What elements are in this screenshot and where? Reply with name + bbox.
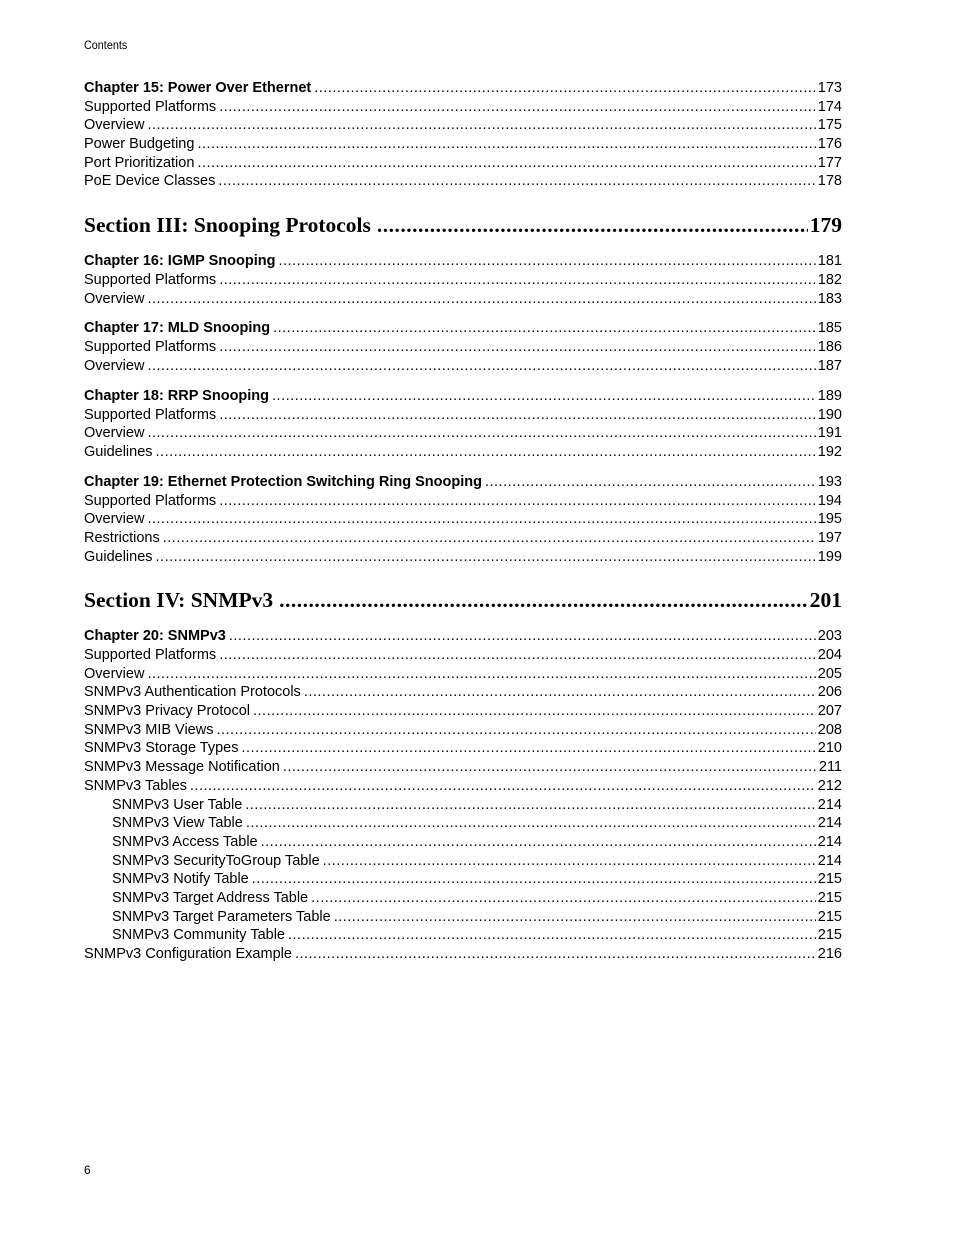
toc-page-number: 183	[817, 290, 842, 307]
toc-page-number: 208	[817, 721, 842, 738]
toc-title: Supported Platforms	[84, 98, 217, 115]
dot-leader	[197, 154, 815, 173]
dot-leader	[485, 473, 816, 492]
toc-page-number: 207	[817, 703, 842, 720]
dot-leader	[273, 319, 816, 338]
toc-title: Overview	[84, 665, 145, 682]
dot-leader	[219, 271, 816, 290]
dot-leader	[314, 79, 816, 98]
toc-page-number: 191	[817, 425, 842, 442]
toc-entry[interactable]	[84, 116, 842, 135]
toc-page-number: 197	[817, 529, 842, 546]
toc-page-number: 178	[817, 173, 842, 190]
dot-leader	[147, 357, 815, 376]
dot-leader	[219, 406, 816, 425]
toc-page-number: 185	[817, 320, 842, 337]
toc-page-number: 214	[817, 796, 842, 813]
dot-leader	[278, 252, 815, 271]
toc-page-number: 212	[817, 777, 842, 794]
toc-entry[interactable]	[84, 338, 842, 357]
toc-page-number: 215	[817, 871, 842, 888]
toc-title: SNMPv3 MIB Views	[84, 721, 214, 738]
toc-entry[interactable]	[84, 510, 842, 529]
dot-leader	[288, 926, 816, 945]
toc-title: SNMPv3 Configuration Example	[84, 946, 292, 963]
toc-page-number: 177	[817, 154, 842, 171]
dot-leader	[147, 665, 815, 684]
toc-subentry[interactable]	[84, 833, 842, 852]
toc-title: Section IV: SNMPv3	[84, 588, 274, 613]
toc-page-number: 186	[817, 339, 842, 356]
toc-page-number: 215	[817, 889, 842, 906]
toc-title: Supported Platforms	[84, 647, 217, 664]
dot-leader	[279, 585, 808, 615]
page-number: 6	[84, 1163, 91, 1177]
toc-subentry[interactable]	[84, 908, 842, 927]
toc-subentry[interactable]	[84, 852, 842, 871]
dot-leader	[334, 908, 816, 927]
toc-entry[interactable]	[84, 172, 842, 191]
toc-entry[interactable]	[84, 758, 842, 777]
toc-entry[interactable]	[84, 424, 842, 443]
toc-title: Chapter 17: MLD Snooping	[84, 320, 271, 337]
toc-entry[interactable]	[84, 702, 842, 721]
toc-page-number: 175	[817, 117, 842, 134]
toc-title: Overview	[84, 290, 145, 307]
toc-entry[interactable]	[84, 135, 842, 154]
dot-leader	[219, 98, 816, 117]
toc-title: Guidelines	[84, 548, 153, 565]
toc-title: Overview	[84, 357, 145, 374]
toc-entry[interactable]	[84, 492, 842, 511]
toc-entry[interactable]	[84, 548, 842, 567]
toc-entry[interactable]	[84, 683, 842, 702]
toc-chapter-entry[interactable]	[84, 473, 842, 492]
toc-title: SNMPv3 User Table	[112, 796, 243, 813]
toc-title: Chapter 20: SNMPv3	[84, 628, 226, 645]
toc-title: SNMPv3 Message Notification	[84, 759, 280, 776]
toc-entry[interactable]	[84, 406, 842, 425]
toc-page-number: 176	[817, 136, 842, 153]
toc-page-number: 195	[817, 511, 842, 528]
dot-leader	[216, 721, 815, 740]
toc-title: Guidelines	[84, 443, 153, 460]
toc-title: Chapter 19: Ethernet Protection Switching Ring Snooping	[84, 473, 482, 490]
dot-leader	[163, 529, 816, 548]
toc-title: Supported Platforms	[84, 271, 217, 288]
toc-section-heading[interactable]	[84, 210, 842, 240]
toc-title: Supported Platforms	[84, 492, 217, 509]
toc-title: Port Prioritization	[84, 154, 195, 171]
dot-leader	[156, 443, 816, 462]
dot-leader	[147, 424, 815, 443]
toc-entry[interactable]	[84, 357, 842, 376]
toc-subentry[interactable]	[84, 814, 842, 833]
toc-page-number: 187	[817, 357, 842, 374]
toc-page-number: 211	[818, 759, 842, 776]
toc-page-number: 182	[817, 271, 842, 288]
toc-page-number: 179	[809, 213, 842, 238]
toc-title: SNMPv3 Community Table	[112, 927, 285, 944]
toc-title: PoE Device Classes	[84, 173, 216, 190]
toc-page-number: 215	[817, 927, 842, 944]
toc-page-number: 194	[817, 492, 842, 509]
toc-entry[interactable]	[84, 739, 842, 758]
running-header: Contents	[84, 38, 128, 52]
dot-leader	[190, 777, 816, 796]
toc-title: SNMPv3 Access Table	[112, 833, 258, 850]
toc-title: SNMPv3 Notify Table	[112, 871, 249, 888]
toc-entry[interactable]	[84, 646, 842, 665]
toc-page-number: 214	[817, 815, 842, 832]
toc-entry[interactable]	[84, 443, 842, 462]
dot-leader	[197, 135, 815, 154]
toc-title: Overview	[84, 511, 145, 528]
dot-leader	[295, 945, 816, 964]
toc-chapter-entry[interactable]	[84, 79, 842, 98]
toc-page-number: 192	[817, 443, 842, 460]
toc-page-number: 199	[817, 548, 842, 565]
toc-entry[interactable]	[84, 154, 842, 173]
dot-leader	[147, 510, 815, 529]
toc-page-number: 174	[817, 98, 842, 115]
dot-leader	[219, 338, 816, 357]
toc-page-number: 205	[817, 665, 842, 682]
spacer	[84, 376, 842, 387]
toc-page-number: 210	[817, 740, 842, 757]
toc-subentry[interactable]	[84, 926, 842, 945]
dot-leader	[147, 116, 815, 135]
toc-title: Supported Platforms	[84, 406, 217, 423]
spacer	[84, 308, 842, 319]
toc-entry[interactable]	[84, 271, 842, 290]
toc-title: Overview	[84, 117, 145, 134]
toc-entry[interactable]	[84, 945, 842, 964]
toc-title: SNMPv3 SecurityToGroup Table	[112, 852, 320, 869]
dot-leader	[147, 290, 815, 309]
dot-leader	[253, 702, 816, 721]
toc-entry[interactable]	[84, 290, 842, 309]
toc-page-number: 189	[817, 387, 842, 404]
toc-entry[interactable]	[84, 777, 842, 796]
spacer	[84, 240, 842, 252]
dot-leader	[252, 870, 816, 889]
toc-title: SNMPv3 View Table	[112, 815, 243, 832]
toc-title: Chapter 18: RRP Snooping	[84, 387, 270, 404]
toc-page-number: 215	[817, 908, 842, 925]
toc-title: SNMPv3 Authentication Protocols	[84, 684, 301, 701]
toc-chapter-entry[interactable]	[84, 387, 842, 406]
dot-leader	[218, 172, 815, 191]
toc-title: SNMPv3 Storage Types	[84, 740, 239, 757]
toc-title: Section III: Snooping Protocols	[84, 213, 371, 238]
toc-subentry[interactable]	[84, 870, 842, 889]
dot-leader	[246, 814, 816, 833]
toc-page-number: 173	[817, 80, 842, 96]
toc-title: Restrictions	[84, 529, 160, 546]
dot-leader	[272, 387, 816, 406]
toc-title: SNMPv3 Tables	[84, 777, 187, 794]
spacer	[84, 191, 842, 210]
toc-entry[interactable]	[84, 665, 842, 684]
toc-page-number: 181	[817, 253, 842, 270]
dot-leader	[304, 683, 816, 702]
toc-title: Power Budgeting	[84, 136, 195, 153]
toc-page-number: 216	[817, 946, 842, 963]
spacer	[84, 566, 842, 585]
toc-page-number: 214	[817, 852, 842, 869]
toc-title: SNMPv3 Privacy Protocol	[84, 703, 250, 720]
toc-entry[interactable]	[84, 529, 842, 548]
dot-leader	[311, 889, 816, 908]
toc-page-number: 201	[809, 588, 842, 613]
spacer	[84, 615, 842, 627]
toc-page-number: 193	[817, 473, 842, 490]
dot-leader	[283, 758, 817, 777]
dot-leader	[219, 492, 816, 511]
dot-leader	[245, 796, 816, 815]
toc-entry[interactable]	[84, 98, 842, 117]
toc-title: Chapter 16: IGMP Snooping	[84, 253, 276, 270]
toc-section-heading[interactable]	[84, 585, 842, 615]
toc-page-number: 204	[817, 647, 842, 664]
toc-page-number: 203	[817, 628, 842, 645]
dot-leader	[229, 627, 816, 646]
toc-subentry[interactable]	[84, 796, 842, 815]
toc-entry[interactable]	[84, 721, 842, 740]
toc-title: SNMPv3 Target Address Table	[112, 889, 309, 906]
dot-leader	[241, 739, 815, 758]
dot-leader	[261, 833, 816, 852]
toc-title: Supported Platforms	[84, 339, 217, 356]
dot-leader	[219, 646, 816, 665]
toc-title: Overview	[84, 425, 145, 442]
toc-title: SNMPv3 Target Parameters Table	[112, 908, 331, 925]
toc-subentry[interactable]	[84, 889, 842, 908]
toc-title: Chapter 15: Power Over Ethernet	[84, 80, 312, 96]
dot-leader	[323, 852, 816, 871]
toc-page-number: 206	[817, 684, 842, 701]
table-of-contents	[84, 79, 842, 964]
dot-leader	[377, 210, 808, 240]
toc-chapter-entry[interactable]	[84, 627, 842, 646]
toc-page-number: 190	[817, 406, 842, 423]
toc-page-number: 214	[817, 833, 842, 850]
spacer	[84, 462, 842, 473]
toc-chapter-entry[interactable]	[84, 319, 842, 338]
dot-leader	[156, 548, 816, 567]
toc-chapter-entry[interactable]	[84, 252, 842, 271]
